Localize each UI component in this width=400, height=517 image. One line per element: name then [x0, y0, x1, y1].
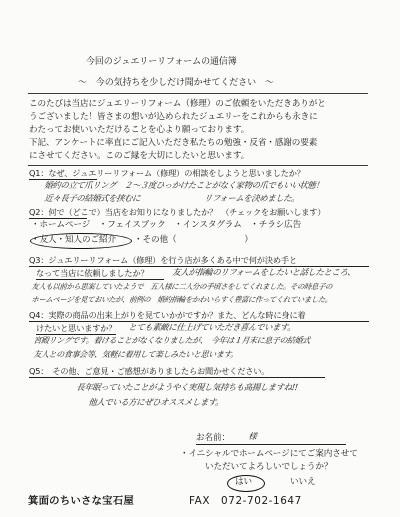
- q4-label-line2: けたいと思いますか？: [36, 323, 117, 333]
- q4-answer-line: 友人との食事会等、気軽に着用して楽しみたいと思います。: [33, 350, 239, 359]
- q4-answer-line: 宮殿リングです。着けることがなくなりましたが、 今年は１月末に息子の結婚式: [33, 336, 311, 345]
- title-divider: [28, 93, 368, 94]
- q5-answer-line: 長年眠っていたことがようやく実現し気持ちも高揚しますね!!: [75, 382, 299, 392]
- intro-line: 下記、アンケートに率直にご記入いただき私たちの勉強・反省・感謝の要素: [29, 138, 318, 148]
- q3-underline-2: [36, 279, 164, 280]
- intro-line: うございました！皆さまの想いが込められたジュエリーをこれからも永きに: [29, 112, 318, 122]
- q1-answer-line: 近々長子の結婚式を挟むに リフォームを決めました。: [43, 193, 300, 203]
- survey-title: 今回のジュエリーリフォームの通信簿: [86, 57, 237, 67]
- q2-options-row: ・ホームページ ・フェイスブック ・インスタグラム ・チラシ広告: [31, 220, 302, 230]
- q3-answer-line: ホームページを見ておいたが、前例の 婚約指輪をかわいらすく豊富に作ってくれていました。: [30, 295, 333, 304]
- q1-label: Q1：なぜ、ジュエリーリフォーム（修理）の相談をしようと思いましたか？: [29, 168, 305, 178]
- intro-line: このたびは当店にジュエリーリフォーム（修理）のご依頼をいただきありがと: [29, 99, 326, 109]
- shop-name: 箕面のちいさな宝石屋: [28, 495, 134, 507]
- consent-no-option: いいえ: [290, 477, 316, 487]
- q3-label-line2: なって当店に依頼しましたか？: [36, 268, 149, 278]
- survey-subtitle: ～ 今の気持ちを少しだけ聞かせてください ～: [78, 78, 274, 88]
- q2-option-friend: ・友人・知人のご紹介: [31, 235, 116, 245]
- q4-answer-inline: とても素敵に仕上げていただき喜んでいます。: [127, 322, 296, 332]
- name-label: お名前：: [196, 433, 230, 443]
- q5-label: Q5： その他、ご意見・ご感想がありましたらお聞かせください。: [29, 366, 270, 376]
- q1-answer-line: 婚約の立て爪リング ２～３度ひっかけたことがなく家物の爪でもいい状態！: [43, 180, 324, 190]
- q4-label: Q4：実際の商品の出来上がりを見ていかがですか？また、どんな時に身に着: [29, 310, 306, 320]
- q5-answer-line: 他人でいる方にぜひオススメします。: [87, 397, 224, 407]
- intro-divider: [28, 165, 368, 166]
- q2-option-other: ・その他（ ）: [134, 235, 253, 245]
- q2-underline: [29, 218, 87, 219]
- name-line: [196, 444, 346, 445]
- consent-line: いただいてよろしいでしょうか？: [205, 462, 333, 472]
- q3-answer-inline: 友人が指輪のリフォームをしたいと話したところ、: [171, 267, 357, 277]
- q5-underline: [29, 377, 325, 378]
- consent-yes-option: はい: [235, 477, 252, 487]
- intro-line: にさせてください。このご縁を大切にしたいと思います。: [29, 151, 250, 161]
- name-value: 様: [231, 431, 257, 441]
- intro-line: わたってお使いいただけることを心より願っております。: [29, 125, 250, 135]
- fax-number: FAX 072-702-1647: [189, 495, 302, 507]
- q3-label: Q3：ジュエリーリフォーム（修理）を行う店が多くある中で何が決め手と: [29, 255, 297, 265]
- q3-answer-line: 友人も以前から思案していたようで 五人様に二人分の手頃さをしてくれました。その時息子の: [30, 282, 333, 291]
- consent-line: ・イニシャルでホームページにてご案内させて: [180, 449, 358, 459]
- q2-label: Q2：何で（どこで）当店をお知りになりましたか？ （チェックをお願いします）: [29, 207, 326, 217]
- q4-underline-2: [36, 334, 116, 335]
